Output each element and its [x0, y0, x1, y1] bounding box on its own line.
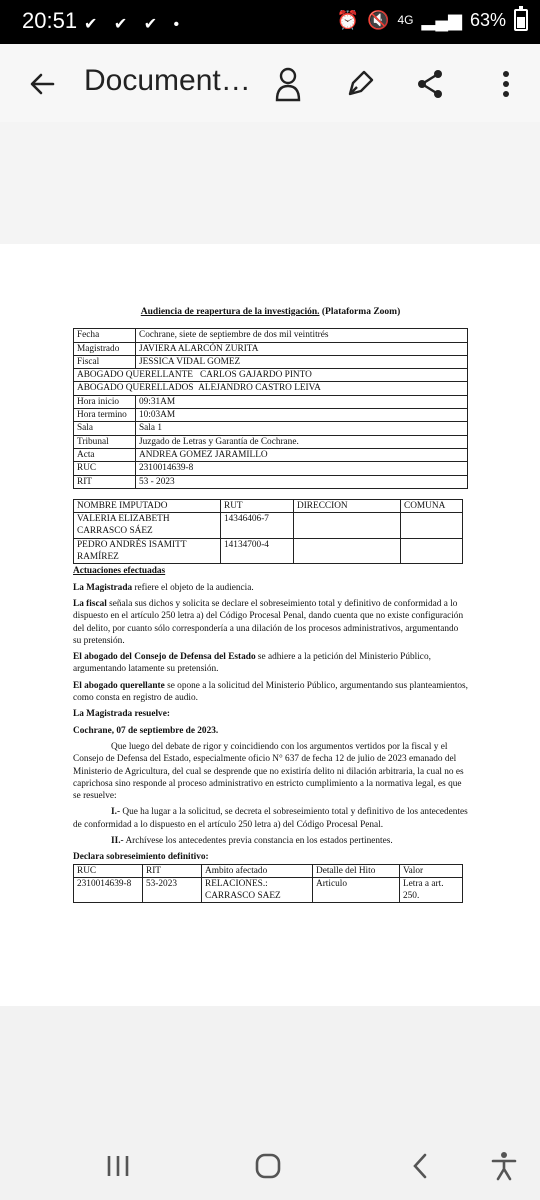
chevron-left-icon — [410, 1152, 430, 1180]
table-cell: Acta — [74, 448, 136, 461]
table-header: Detalle del Hito — [313, 864, 400, 877]
battery-icon — [514, 9, 528, 31]
table-cell: RELACIONES.: CARRASCO SAEZ — [202, 877, 313, 903]
table-row — [74, 462, 468, 475]
alarm-icon: ⏰ — [336, 9, 360, 30]
app-bar — [0, 44, 540, 122]
account-button[interactable] — [268, 64, 308, 104]
table-row — [74, 382, 468, 395]
actuaciones-heading: Actuaciones efectuadas — [73, 566, 166, 577]
table-row — [74, 448, 468, 461]
table-cell: 53 - 2023 — [136, 475, 468, 488]
table-header: Valor — [400, 864, 463, 877]
status-right-icons — [337, 9, 528, 31]
share-button[interactable] — [410, 64, 450, 104]
signal-icon: ▂▄▆ — [421, 9, 462, 30]
table-row — [74, 395, 468, 408]
imputados-table — [73, 499, 463, 564]
table-cell: VALERIA ELIZABETH CARRASCO SÁEZ — [74, 513, 221, 539]
status-time: 20:51 — [22, 8, 78, 33]
table-header: Ambito afectado — [202, 864, 313, 877]
table-cell: Sala 1 — [136, 422, 468, 435]
more-vert-icon — [502, 70, 510, 98]
home-button[interactable] — [248, 1146, 288, 1186]
table-row — [74, 538, 463, 564]
viewer-background — [0, 122, 540, 244]
table-cell: JAVIERA ALARCÓN ZURITA — [136, 342, 468, 355]
table-header-row — [74, 499, 463, 512]
paragraph: Declara sobreseimiento definitivo: — [73, 852, 209, 863]
edit-button[interactable] — [340, 64, 380, 104]
person-icon — [273, 66, 303, 102]
table-row — [74, 409, 468, 422]
paragraph: La fiscal señala sus dichos y solicita se declare el sobreseimiento total y definitivo de conformidad a lo dispuesto en el artículo 250 letra a) del Código Procesal Penal, dando cuenta que no existe configuración del delito, por cuanto sólo correspondería a una dilación de los procesos administrativos, argumentando su pretensión. — [73, 598, 464, 646]
table-cell: Hora inicio — [74, 395, 136, 408]
table-row — [74, 513, 463, 539]
paragraph: La Magistrada refiere el objeto de la audiencia. — [73, 582, 254, 593]
table-header: DIRECCION — [294, 499, 401, 512]
table-header: RUC — [74, 864, 143, 877]
table-cell: ANDREA GOMEZ JARAMILLO — [136, 448, 468, 461]
battery-percent: 63% — [469, 9, 506, 30]
back-arrow-icon — [29, 71, 55, 97]
table-cell: Juzgado de Letras y Garantía de Cochrane. — [136, 435, 468, 448]
table-header: RIT — [143, 864, 202, 877]
table-row — [74, 877, 463, 903]
paragraph: El abogado del Consejo de Defensa del Estado se adhiere a la petición del Ministerio Público, argumentando latamente su pretensión. — [73, 652, 431, 675]
table-header: COMUNA — [401, 499, 463, 512]
viewer-background-bottom — [0, 1006, 540, 1126]
status-bar — [0, 0, 540, 44]
table-row — [74, 355, 468, 368]
table-cell — [401, 538, 463, 564]
table-row — [74, 435, 468, 448]
table-cell: 09:31AM — [136, 395, 468, 408]
table-cell: Letra a art. 250. — [400, 877, 463, 903]
table-cell: Tribunal — [74, 435, 136, 448]
table-row — [74, 475, 468, 488]
paragraph: II.- Archívese los antecedentes previa constancia en los estados pertinentes. — [111, 835, 393, 846]
network-type: 4G — [397, 13, 414, 27]
table-cell: JESSICA VIDAL GOMEZ — [136, 355, 468, 368]
hearing-info-table — [73, 328, 468, 489]
table-cell: 53-2023 — [143, 877, 202, 903]
table-row — [74, 329, 468, 342]
table-cell: PEDRO ANDRÉS ISAMITT RAMÍREZ — [74, 538, 221, 564]
table-cell: Sala — [74, 422, 136, 435]
recent-apps-button[interactable] — [98, 1146, 138, 1186]
document-content — [73, 306, 468, 903]
more-options-button[interactable] — [486, 64, 526, 104]
pen-icon — [344, 68, 376, 100]
notification-icons: ✔ ✔ ✔ • — [84, 16, 186, 33]
table-cell: Hora termino — [74, 409, 136, 422]
table-cell: 2310014639-8 — [136, 462, 468, 475]
table-cell — [401, 513, 463, 539]
table-row — [74, 422, 468, 435]
table-cell: Fecha — [74, 329, 136, 342]
table-cell: RUC — [74, 462, 136, 475]
table-cell — [294, 538, 401, 564]
table-cell: RIT — [74, 475, 136, 488]
table-cell: 14346406-7 — [221, 513, 294, 539]
doc-heading-suffix: (Plataforma Zoom) — [319, 307, 401, 317]
table-cell: Magistrado — [74, 342, 136, 355]
navigation-bar — [0, 1126, 540, 1200]
back-button[interactable] — [22, 64, 62, 104]
table-cell: Articulo — [313, 877, 400, 903]
table-cell: ABOGADO QUERELLADOS ALEJANDRO CASTRO LEIVA — [74, 382, 468, 395]
table-row — [74, 342, 468, 355]
table-cell: 2310014639-8 — [74, 877, 143, 903]
home-icon — [254, 1152, 282, 1180]
back-nav-button[interactable] — [400, 1146, 440, 1186]
doc-heading-main: Audiencia de reapertura de la investigación. — [140, 307, 320, 317]
table-cell: Cochrane, siete de septiembre de dos mil veintitrés — [136, 329, 468, 342]
table-cell: ABOGADO QUERELLANTE CARLOS GAJARDO PINTO — [74, 369, 468, 382]
document-page[interactable] — [0, 244, 540, 1006]
recent-apps-icon — [105, 1153, 131, 1179]
paragraph: La Magistrada resuelve: — [73, 709, 170, 720]
table-cell: Fiscal — [74, 355, 136, 368]
table-header-row — [74, 864, 463, 877]
accessibility-icon — [490, 1151, 518, 1181]
mute-icon: 🔇 — [367, 9, 390, 30]
table-cell: 14134700-4 — [221, 538, 294, 564]
sobreseimiento-table — [73, 864, 463, 904]
table-header: NOMBRE IMPUTADO — [74, 499, 221, 512]
table-cell: 10:03AM — [136, 409, 468, 422]
doc-heading — [73, 306, 468, 318]
document-title: Document… — [84, 64, 251, 97]
table-cell — [294, 513, 401, 539]
table-header: RUT — [221, 499, 294, 512]
accessibility-button[interactable] — [484, 1146, 524, 1186]
paragraph: El abogado querellante se opone a la solicitud del Ministerio Público, argumentando sus planteamientos, como consta en registro de audio. — [73, 680, 468, 704]
paragraph: Cochrane, 07 de septiembre de 2023. — [73, 725, 219, 736]
paragraph: Que luego del debate de rigor y coincidiendo con los argumentos vertidos por la fiscal y el Consejo de Defensa del Estado, especialmente oficio N° 637 de fecha 12 de julio de 2023 emanado del Ministerio de Agricultura, del cual se desprende que no existiría delito ni dilación arbitraria, la cual no es caprichosa sino responde al proceso administrativo en estricto cumplimiento a la normativa legal, es que se resuelve: — [73, 741, 464, 802]
table-row — [74, 369, 468, 382]
paragraph: I.- Que ha lugar a la solicitud, se decreta el sobreseimiento total y definitivo de los antecedentes de conformidad a lo dispuesto en el artículo 250 letra a) del Código Procesal Penal. — [73, 807, 468, 830]
share-icon — [414, 68, 446, 100]
